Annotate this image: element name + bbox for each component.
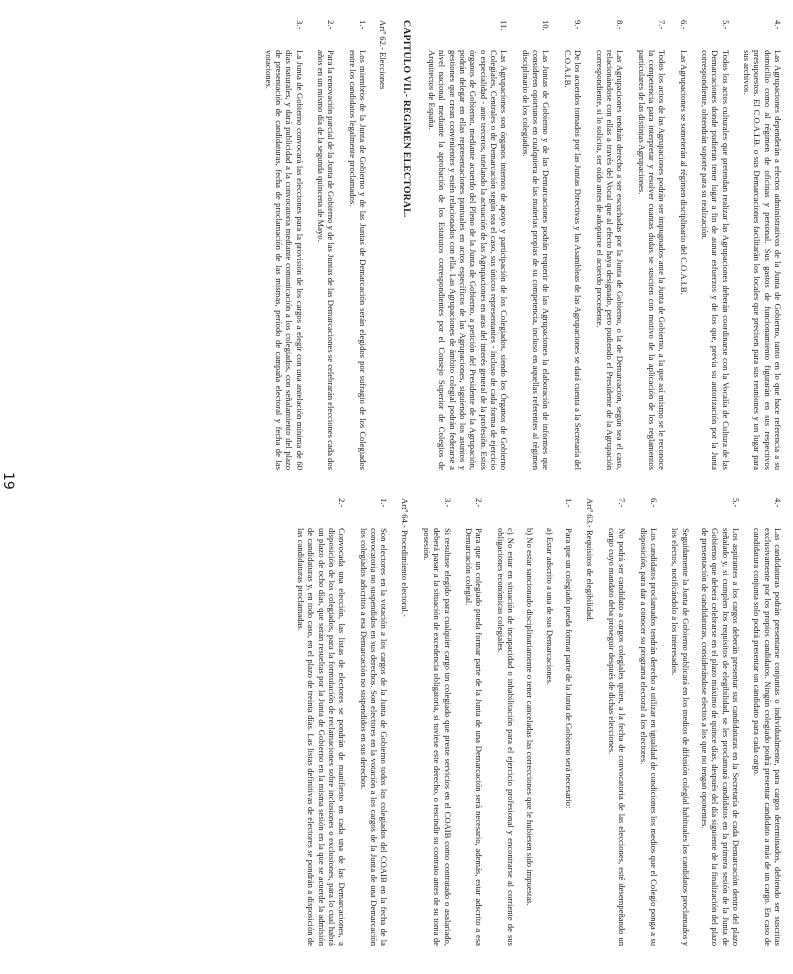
item-number: 3.- <box>442 498 453 508</box>
item-number: 6.- <box>678 20 689 30</box>
item-number: 2.- <box>337 498 348 508</box>
chapter-title: CAPITULO VII.- REGIMEN ELECTORAL. <box>400 20 412 218</box>
item-number: 7.- <box>617 498 628 508</box>
item-number: 3.- <box>294 20 305 30</box>
item-text: Las Agrupaciones tendrán derecho a ser escuchadas por la Junta de Gobierno, o la de Demarcación, según sea el caso, relacionándose con ellas a través del Vocal que al efecto haya designado, pero pudiendo el Presidente de la Agrupación correspondiente, si lo solicita, ser oído antes de adoptarse el acuerdo procedente. <box>594 50 626 470</box>
item-text: Para que un colegiado pueda formar parte de la Junta de una Demarcación será necesario, además, estar adscrito a esa Demarcación colegial. <box>464 528 485 946</box>
item-number: 8.- <box>615 20 626 30</box>
list-item <box>670 498 741 946</box>
list-item <box>520 20 551 470</box>
item-number: 2.- <box>326 20 337 30</box>
item-text: Los miembros de la Junta de Gobierno y de las Juntas de Demarcación serán elegidos por sufragio de los Colegiados entre los candidatos legalmente proclamados. <box>347 50 369 470</box>
item-text: Para que un colegiado pueda formar parte de la Junta de Gobierno será necesario: <box>564 528 575 809</box>
sub-item: a) Estar adscrito a una de sus Demarcaciones. <box>544 528 555 686</box>
sub-item: b) No estar sancionado disciplinariamente o tener canceladas las correcciones que le hubiesen sido impuestas. <box>525 528 536 906</box>
item-text: Los candidatos proclamados tendrán derecho a utilizar en igualdad de condiciones los medios que el Colegio ponga a su disposición, para dar a conocer su programa electoral a los electores. <box>638 528 659 946</box>
item-number: 5.- <box>730 498 741 508</box>
list-item <box>358 498 389 946</box>
item-number: 1.- <box>358 20 369 30</box>
list-item <box>495 498 574 946</box>
list-item <box>347 20 368 470</box>
item-text: Las Agrupaciones son órganos internos de apoyo y participación de los Colegiados, siendo los Órganos de Gobierno Colegiales, Centrales o de Demarcación según sea el caso, sus únicos representantes - incluso de cada forma de ejercicio o especialidad - ante terceros, tutelando la actuación de las Agrupaciones en aras del interés general de la profesión. Estos órganos de Gobierno, mediante acuerdo del Pleno de la Junta de Gobierno, a petición del Presidente de la Agrupación, podrán delegar en ellas representaciones puntuales en actos específicos de las Agrupaciones, siguiendo los asuntos y gestiones que crean convenientes y estén relacionados con ella. Las Agrupaciones de ámbito colegial podrán federarse a nivel nacional mediante la aprobación de los Estatutos correspondientes por el Consejo Superior de Colegios de Arquitectos de España. <box>427 50 510 470</box>
item-text: De los acuerdos tomados por las Juntas Directivas y las Asambleas de las Agrupaciones se dará cuenta a la Secretaría del C.O.A.I.B. <box>562 50 584 470</box>
list-item <box>427 20 510 470</box>
list-item <box>752 498 783 946</box>
list-item <box>422 498 453 946</box>
item-text: La Junta de Gobierno convocará las elecciones para la provisión de los cargos a elegir con una antelación mínima de 60 días naturales, y dará publicidad a la convocatoria mediante comunicación a los colegiados, con señalamiento del plazo de presentación de candidaturas, fecha de proclamación de las mismas, período de campaña electoral y fecha de las votaciones. <box>263 50 305 470</box>
item-subparagraph: Seguidamente la Junta de Gobierno publicará en los medios de difusión colegial habituales los candidatos proclamados y los electos, notificándolo a los interesados. <box>670 528 691 946</box>
item-number: 5.- <box>720 20 731 30</box>
item-text: Son electores en la votación a los cargos de la Junta de Gobierno todos los colegiados del COAIB en la fecha de la convocatoria no suspendidos en sus derechos. Son electores en la votación a los cargos de la Junta de una Demarcación los colegiados adscritos a esa Demarcación no suspendidos en sus derechos. <box>358 528 390 946</box>
article-heading: Artº 62.- Elecciones <box>378 20 389 90</box>
list-item <box>636 20 667 470</box>
item-number: 1.- <box>564 498 575 508</box>
page-number: 19 <box>0 472 16 490</box>
item-number: 11. <box>499 20 510 31</box>
list-item <box>742 20 783 470</box>
item-text: Todos los actos de las Agrupaciones podrán ser impugnados ante la Junta de Gobierno, a la que así mismo se le reconoce la competencia para interpretar y resolver cuantas dudas se susciten con motivo de la aplicación de los reglamentos particulares de las distintas Agrupaciones. <box>636 50 668 470</box>
article-heading: Artº 64.- Procedimiento electoral.- <box>399 498 410 617</box>
item-number: 4.- <box>773 20 783 30</box>
list-item <box>316 20 337 470</box>
list-item <box>296 498 348 946</box>
item-text: Para la renovación parcial de la Junta de Gobierno y de las Juntas de las Demarcaciones se celebrarán elecciones cada dos años en un mismo día de la segunda quincena de Mayo. <box>316 50 337 470</box>
right-column <box>12 498 783 946</box>
list-item <box>464 498 485 946</box>
list-item <box>638 498 659 946</box>
item-text: Las Agrupaciones dependerán a efectos administrativos de la Junta de Gobierno, tanto en lo que hace referencia a su domicilio como al régimen de oficinas y personal. Sus gastos de funcionamiento figurarán en sus respectivos presupuestos. El C.O.A.I.B. o sus Demarcaciones facilitarán los locales que precisen para sus reuniones y un lugar para sus archivos. <box>741 50 783 470</box>
item-number: 4.- <box>773 498 783 508</box>
item-text: Las Agrupaciones se someterán al régimen disciplinario del C.O.A.I.B. <box>678 50 689 295</box>
item-text: Los aspirantes a los cargos deberán presentar sus candidaturas en la Secretaría de cada Demarcación dentro del plazo señalado y, si cumplen los requisitos de elegibilidad, se les proclamará candidatos en la primera sesión de la Junta de Gobierno que deberá celebrarse en el plazo máximo de quince días, después del día siguiente de la finalización del plazo de presentación de candidaturas, considerándose electos a los que no tengan oponentes. <box>699 528 741 946</box>
item-number: 2.- <box>474 498 485 508</box>
list-item <box>563 20 584 470</box>
item-text: Las Juntas de Gobierno y de las Demarcaciones podrán requerir de las Agrupaciones la elaboración de informes que consideren oportunos en cualquiera de las materias propias de su competencia, incluso en aquellas referentes al régimen disciplinario de los colegiados. <box>520 50 552 470</box>
list-item <box>607 498 628 946</box>
list-item <box>594 20 625 470</box>
article-heading: Artº 63.- Requisitos de elegibilidad. <box>584 498 595 622</box>
item-text: Convocada una elección, las listas de electores se pondrán de manifiesto en cada una de las Demarcaciones, a disposición de los colegiados, para la formulación de reclamaciones sobre inclusiones o exclusiones, para lo cual habrá un plazo de ocho días, que serán resueltas por la Junta de Gobierno en la misma sesión en la que se acuerde la admisión de candidaturas y, en todo caso, en el plazo de treinta días. Las listas definitivas de electores se pondrán a disposición de las candidaturas proclamadas. <box>296 528 348 946</box>
list-item <box>263 20 304 470</box>
item-number: 1.- <box>379 498 390 508</box>
item-number: 10. <box>541 20 552 31</box>
item-text: No podrá ser candidato a cargos colegiales quien, a la fecha de convocatoria de las elecciones, esté desempeñando un cargo cuyo mandato deba proseguir después de dichas elecciones. <box>606 528 628 946</box>
list-item <box>700 20 731 470</box>
item-number: 6.- <box>648 498 659 508</box>
left-column <box>12 20 783 470</box>
item-text: Todos los actos culturales que pretendan realizar las Agrupaciones deberán coordinarse con la Vocalía de Cultura de las Demarcaciones donde pudieran tener lugar a fin de aunar esfuerzos y de los que, previa su autorización por la Junta correspondiente, obtendrán soporte para su realización. <box>699 50 731 470</box>
item-text: Las candidaturas podrán presentarse conjuntas o individualmente, para cargos determinados, debiendo ser suscritas exclusivamente por los propios candidatos. Ningún colegiado podrá presentar candidato a más de un cargo. En caso de candidatura conjunta solo podrá presentar un candidato para cada cargo. <box>752 528 783 946</box>
item-text: Si resultase elegido para cualquier cargo un colegiado que preste servicios en el COAIB como contratado o asalariado, deberá pasar a la situación de excedencia obligatoria, si tuviese este derecho, o rescindir su contrato antes de su toma de posesión. <box>422 528 453 946</box>
list-item <box>678 20 688 470</box>
item-number: 7.- <box>657 20 668 30</box>
item-number: 9.- <box>573 20 584 30</box>
sub-item: c) No estar en situación de incapacidad o inhabilitación para el ejercicio profesional y encontrarse al corriente de sus obligaciones económicas colegiales. <box>495 528 517 946</box>
